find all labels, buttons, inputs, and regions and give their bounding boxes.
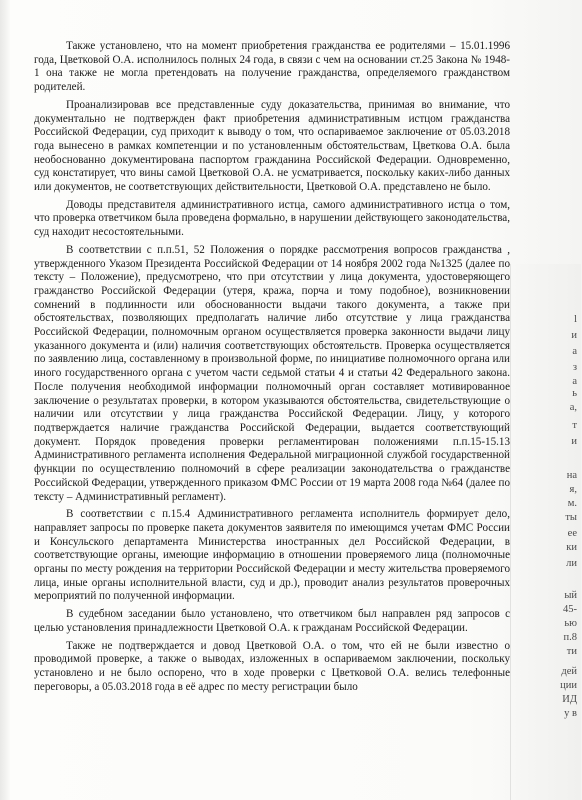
paragraph: Также установлено, что на момент приобретения гражданства ее родителями – 15.01.1996 года, Цветковой О.А. исполнилось полных 24 года, в связи с чем на основании ст.25 Закона № 1948-1 она также не могла претендовать на получение гражданства, определяемого гражданством родителей. <box>34 40 510 94</box>
margin-fragment: ки <box>566 542 577 553</box>
margin-fragment: з <box>572 362 577 373</box>
page-left-shadow <box>0 0 10 800</box>
margin-fragment: дей <box>561 666 577 677</box>
document-body <box>34 40 510 698</box>
margin-fragment: ь <box>572 388 577 399</box>
margin-fragment: ый <box>564 590 577 601</box>
margin-fragment: а <box>572 376 577 387</box>
margin-fragment: и <box>571 436 577 447</box>
paragraph: Доводы представителя административного истца, самого административного истца о том, что проверка ответчиком была проведена формально, в нарушении действующего законодательства, суд находит несостоятельными. <box>34 198 510 239</box>
margin-fragment: я, <box>569 484 577 495</box>
margin-fragment: п.8 <box>563 632 577 643</box>
margin-fragment: и <box>571 330 577 341</box>
margin-fragment: ее <box>567 528 577 539</box>
margin-fragment: на <box>566 470 577 481</box>
paragraph: В соответствии с п.п.51, 52 Положения о порядке рассмотрения вопросов гражданства , утвержденного Указом Президента Российской Федерации от 14 ноября 2002 года №1325 (далее по тексту – Положение), предусмотрено, что при отсутствии у лица документа, удостоверяющего гражданство Российской Федерации (утеря, кража, порча и тому подобное), возникновении сомнений в подлинности или обоснованности выдачи такого документа, а также при обстоятельствах, позволяющих предполагать наличие либо отсутствие у лица гражданства Российской Федерации, полномочным органом осуществляется проверка законности выдачи лицу указанного документа и (или) наличия соответствующих обстоятельств. Проверка осуществляется по заявлению лица, составленному в произвольной форме, по инициативе полномочного органа или иного государственного органа с учетом части седьмой статьи 4 и статьи 42 Федерального закона. После получения необходимой информации полномочный орган составляет мотивированное заключение о результатах проверки, в котором указываются обстоятельства, свидетельствующие о наличии или отсутствии у лица гражданства Российской Федерации. Лицу, у которого подтверждается наличие гражданства Российской Федерации, выдается соответствующий документ. Порядок проведения проверки регламентирован положениями п.п.15-15.13 Административного регламента исполнения Федеральной миграционной службой государственной функции по осуществлению полномочий в сфере реализации законодательства о гражданстве Российской Федерации, утвержденного приказом ФМС России от 19 марта 2008 года №64 (далее по тексту – Административный регламент). <box>34 243 510 503</box>
margin-fragment: ти <box>566 646 577 657</box>
margin-fragment: ью <box>564 618 577 629</box>
margin-fragment: ции <box>560 680 577 691</box>
margin-fragment: ИД <box>562 694 577 705</box>
margin-fragment: т <box>572 420 577 431</box>
margin-fragment: а <box>572 346 577 357</box>
margin-fragment: м. <box>567 498 577 509</box>
paragraph: Проанализировав все представленные суду доказательства, принимая во внимание, что документально не подтвержден факт приобретения административным истцом гражданства Российской Федерации, суд приходит к выводу о том, что оспариваемое заключение от 05.03.2018 года вынесено в рамках компетенции и по установленным обстоятельствам, Цветкова О.А. была необоснованно документирована паспортом гражданина Российской Федерации. Одновременно, суд констатирует, что вины самой Цветковой О.А. не усматривается, поскольку каких-либо данных или документов, не соответствующих действительности, Цветковой О.А. представлено не было. <box>34 98 510 194</box>
margin-fragment: а, <box>569 402 577 413</box>
paragraph: В судебном заседании было установлено, что ответчиком был направлен ряд запросов с целью установления принадлежности Цветковой О.А. к гражданам Российской Федерации. <box>34 608 510 634</box>
paragraph: Также не подтверждается и довод Цветковой О.А. о том, что ей не были известно о проводимой проверке, а также о выводах, изложенных в оспариваемом заключении, поскольку установлено и не было оспорено, что в ходе проверки с Цветковой О.А. велись телефонные переговоры, а 05.03.2018 года в её адрес по месту регистрации было <box>34 639 510 693</box>
margin-fragment: l <box>574 314 577 325</box>
margin-fragment: ли <box>566 558 577 569</box>
margin-fragment: ты <box>565 512 577 523</box>
paragraph: В соответствии с п.15.4 Административного регламента исполнитель формирует дело, направляет запросы по проверке пакета документов заявителя по имеющимся учетам ФМС России и Консульского департамента Министерства иностранных дел Российской Федерации, в соответствующие органы, имеющие информацию в отношении проверяемого лица (полномочные органы по месту рождения на территории Российской Федерации и месту жительства проверяемого лица, иные органы исполнительной власти, суд и др.), проводит анализ результатов проверочных мероприятий по полученной информации. <box>34 508 510 603</box>
margin-fragment: у в <box>564 708 577 719</box>
margin-fragment: 45- <box>563 604 577 615</box>
underlying-page-margin <box>510 264 581 800</box>
